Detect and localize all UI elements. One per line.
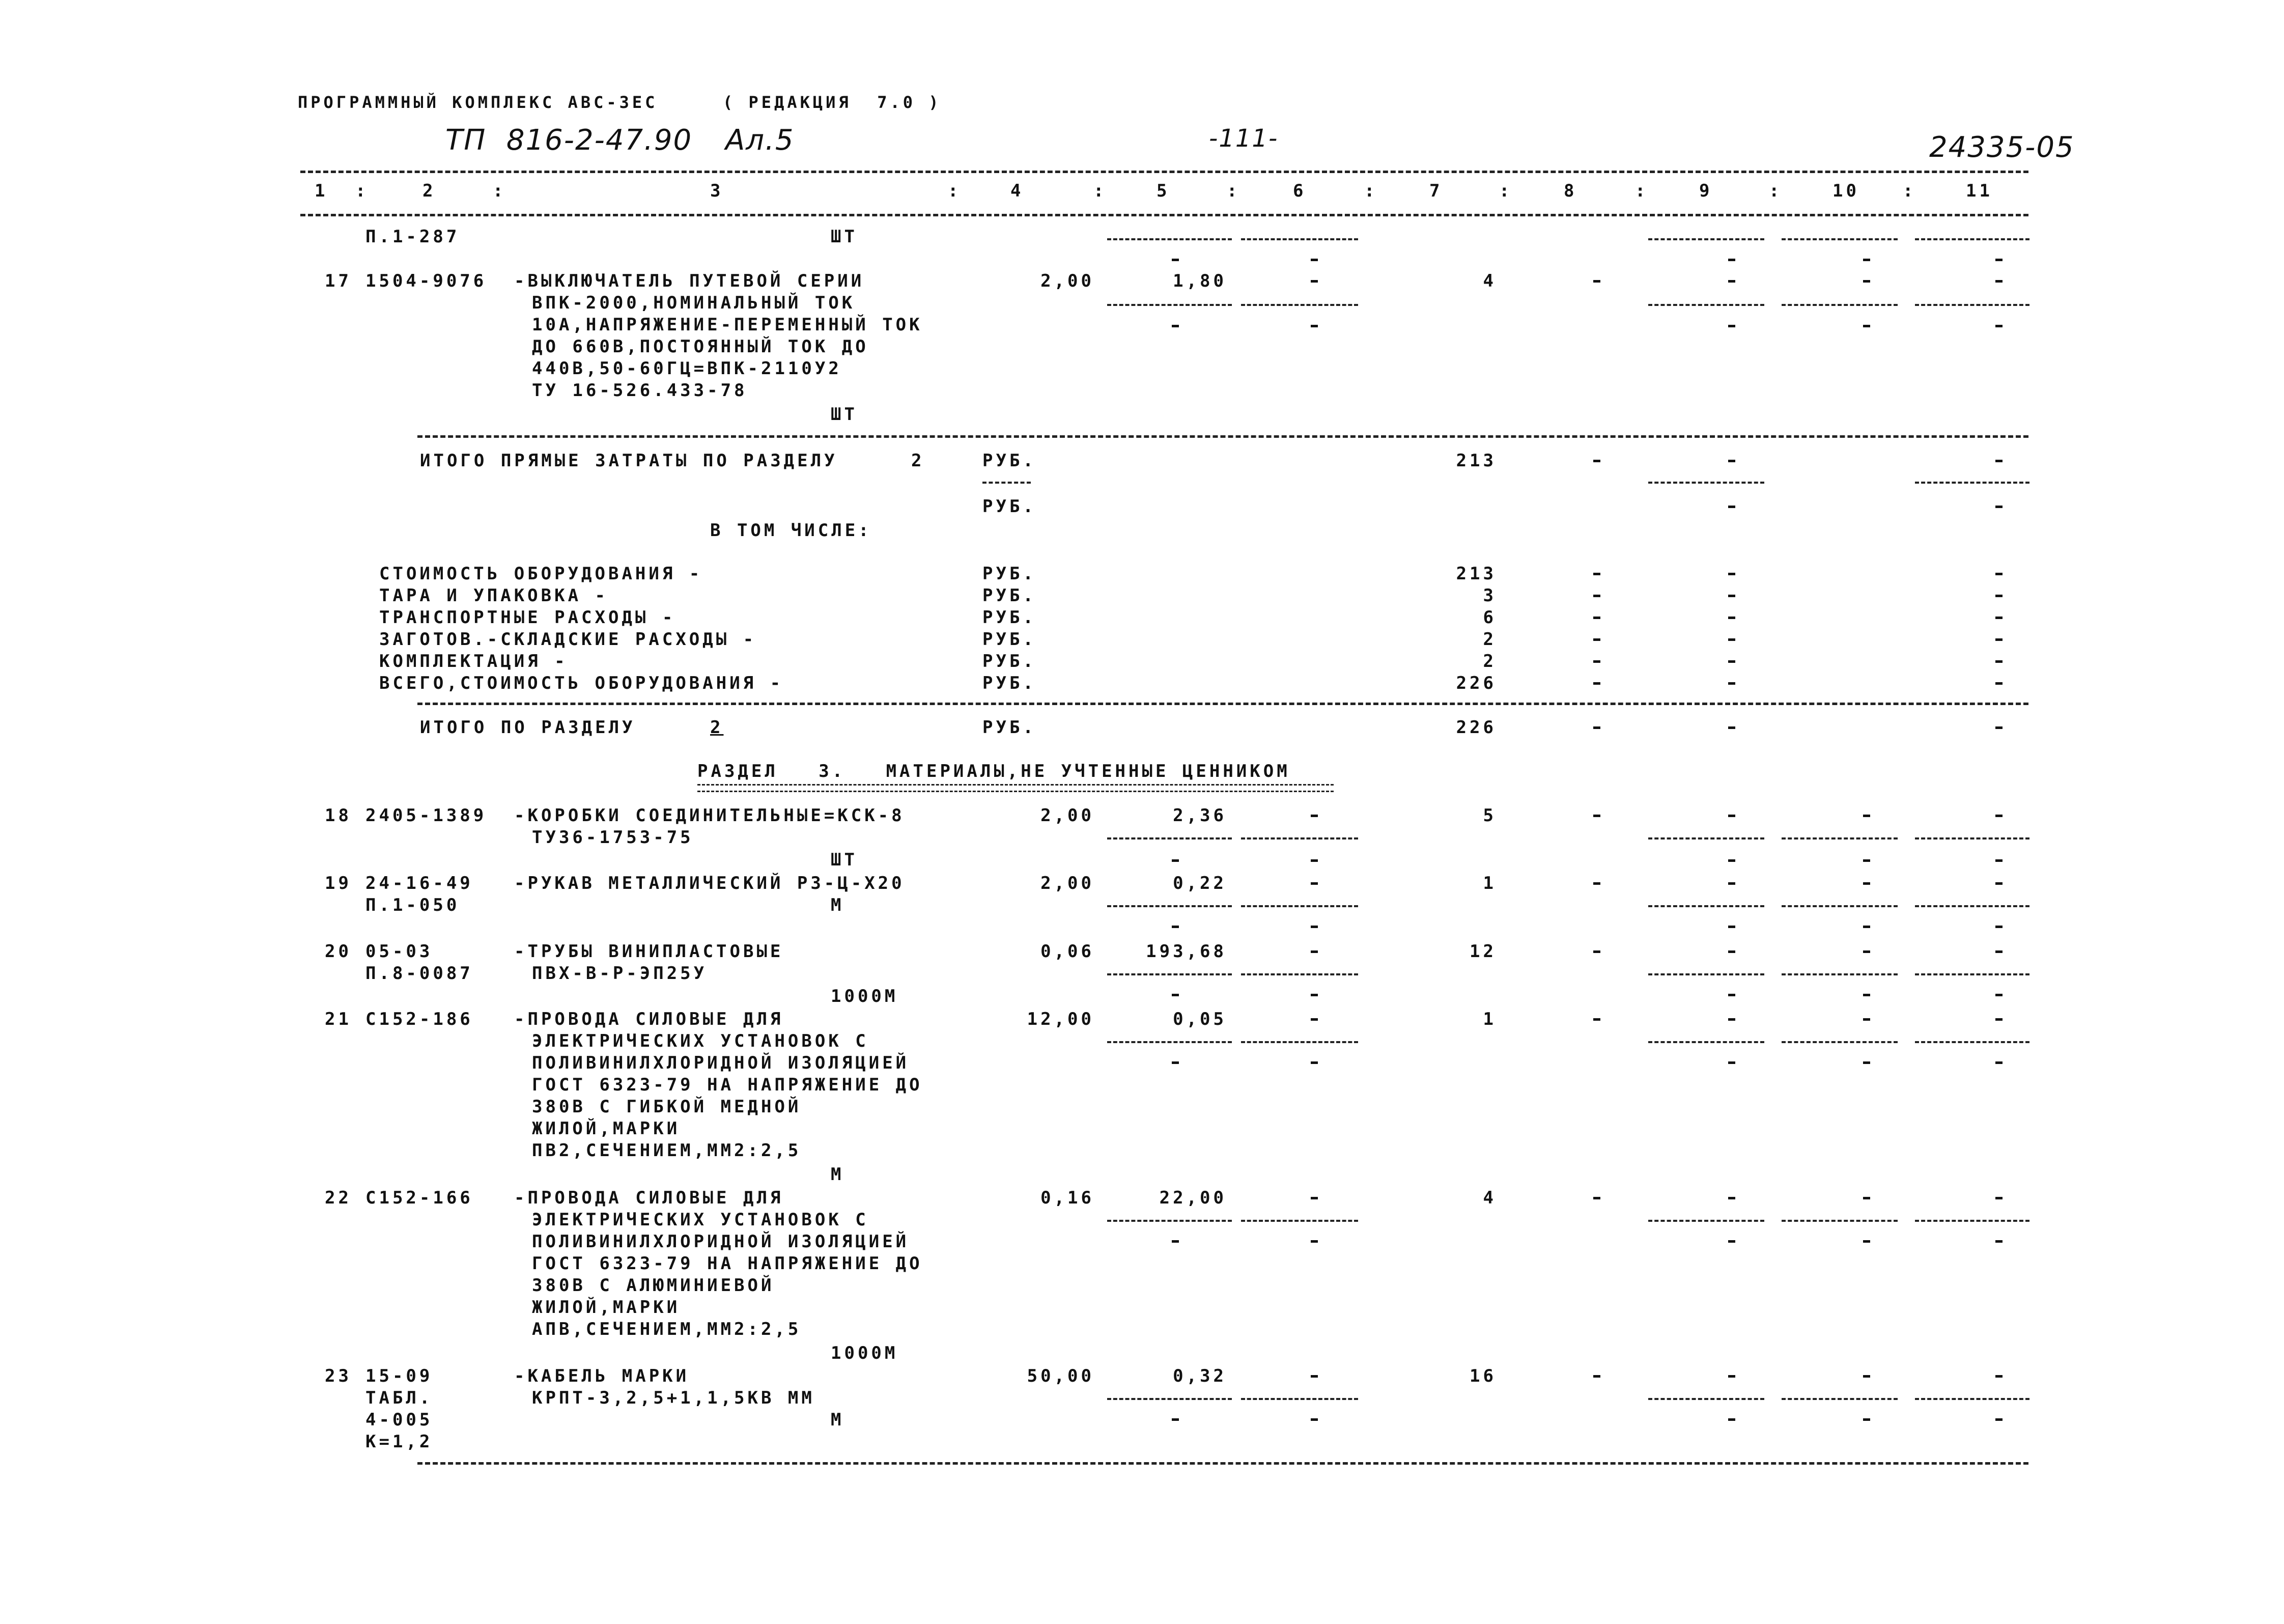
- column-number: 5: [1157, 181, 1170, 201]
- item-code: П.1-050: [365, 895, 460, 915]
- sheet-label: Ал.5: [725, 124, 795, 157]
- dash-mark: [1311, 882, 1318, 885]
- quantity-value: 50,00: [1027, 1366, 1094, 1386]
- table-bottom-rule: [417, 1462, 2028, 1465]
- quantity-value: 2,00: [1040, 271, 1094, 291]
- price-rule: [1648, 1398, 1764, 1400]
- total-value: 12: [1470, 941, 1497, 962]
- column-number: 10: [1832, 181, 1859, 201]
- price-rule: [1915, 1398, 2029, 1400]
- unit-price-value: 0,22: [1173, 873, 1227, 893]
- item-description: -РУКАВ МЕТАЛЛИЧЕСКИЙ РЗ-Ц-Х20: [514, 873, 905, 893]
- dash-mark: [1995, 950, 2003, 953]
- column-separator: :: [355, 181, 369, 201]
- column-number: 2: [422, 181, 436, 201]
- item-description: 10А,НАПРЯЖЕНИЕ-ПЕРЕМЕННЫЙ ТОК: [532, 315, 923, 335]
- dash-mark: [1311, 815, 1318, 817]
- price-rule: [1915, 837, 2029, 839]
- dash-mark: [1172, 1061, 1179, 1064]
- section-number: 2: [710, 717, 724, 738]
- dash-mark: [1172, 259, 1179, 261]
- price-rule: [1782, 1220, 1898, 1222]
- dash-mark: [1728, 726, 1735, 729]
- dash-mark: [1593, 682, 1600, 685]
- item-code: 4-005: [365, 1410, 433, 1430]
- row-number: 21: [325, 1009, 352, 1029]
- price-rule: [1915, 1220, 2029, 1222]
- total-value: 5: [1483, 805, 1497, 826]
- currency-label: РУБ.: [982, 564, 1036, 584]
- dash-mark: [1728, 660, 1735, 663]
- dash-mark: [1311, 1418, 1318, 1421]
- quantity-value: 12,00: [1027, 1009, 1094, 1029]
- column-number: 3: [710, 181, 724, 201]
- item-description: -ВЫКЛЮЧАТЕЛЬ ПУТЕВОЙ СЕРИИ: [514, 271, 865, 291]
- column-number: 11: [1966, 181, 1993, 201]
- price-rule: [1241, 304, 1358, 306]
- breakdown-label: ЗАГОТОВ.-СКЛАДСКИЕ РАСХОДЫ -: [379, 629, 757, 650]
- item-description: ЭЛЕКТРИЧЕСКИХ УСТАНОВОК С: [532, 1210, 869, 1230]
- price-rule: [1648, 482, 1764, 484]
- row-number: 18: [325, 805, 352, 826]
- dash-mark: [1728, 259, 1735, 261]
- dash-mark: [1863, 815, 1870, 817]
- column-number: 7: [1429, 181, 1443, 201]
- unit-price-value: 22,00: [1159, 1188, 1227, 1208]
- dash-mark: [1593, 882, 1600, 885]
- dash-mark: [1311, 280, 1318, 283]
- item-code: П.1-287: [365, 227, 460, 247]
- dash-mark: [1728, 595, 1735, 597]
- quantity-value: 0,16: [1040, 1188, 1094, 1208]
- item-description: ГОСТ 6323-79 НА НАПРЯЖЕНИЕ ДО: [532, 1253, 923, 1274]
- unit-label: М: [831, 1164, 844, 1185]
- dash-mark: [1863, 1061, 1870, 1064]
- dash-mark: [1172, 926, 1179, 928]
- dash-mark: [1995, 1375, 2003, 1378]
- item-description: ЭЛЕКТРИЧЕСКИХ УСТАНОВОК С: [532, 1031, 869, 1051]
- price-rule: [1107, 304, 1232, 306]
- dash-mark: [1593, 660, 1600, 663]
- price-rule: [1648, 973, 1764, 975]
- currency-label: РУБ.: [982, 717, 1036, 738]
- dash-mark: [1593, 638, 1600, 641]
- price-rule: [1782, 973, 1898, 975]
- price-rule: [1241, 1220, 1358, 1222]
- column-number: 9: [1699, 181, 1713, 201]
- price-rule: [1782, 1398, 1898, 1400]
- dash-mark: [1995, 595, 2003, 597]
- item-description: 380В С АЛЮМИНИЕВОЙ: [532, 1275, 775, 1296]
- dash-mark: [1995, 280, 2003, 283]
- breakdown-value: 3: [1483, 585, 1497, 606]
- section-title: РАЗДЕЛ 3. МАТЕРИАЛЫ,НЕ УЧТЕННЫЕ ЦЕННИКОМ: [697, 761, 1290, 781]
- dash-mark: [1728, 682, 1735, 685]
- price-rule: [1648, 905, 1764, 907]
- dash-mark: [1995, 859, 2003, 862]
- dash-mark: [1995, 573, 2003, 575]
- price-rule: [1648, 837, 1764, 839]
- price-rule: [1915, 304, 2029, 306]
- price-rule: [1915, 482, 2029, 484]
- dash-mark: [1863, 1375, 1870, 1378]
- dash-mark: [1995, 617, 2003, 619]
- quantity-value: 2,00: [1040, 805, 1094, 826]
- item-code: С152-186: [365, 1009, 473, 1029]
- dash-mark: [1728, 882, 1735, 885]
- row-number: 22: [325, 1188, 352, 1208]
- breakdown-value: 226: [1456, 673, 1497, 693]
- currency-label: РУБ.: [982, 451, 1036, 471]
- dash-mark: [1172, 859, 1179, 862]
- price-rule: [1648, 304, 1764, 306]
- item-code: 15-09: [365, 1366, 433, 1386]
- price-rule: [1241, 837, 1358, 839]
- dash-mark: [1728, 1375, 1735, 1378]
- price-rule: [1107, 238, 1232, 240]
- price-rule: [1241, 1398, 1358, 1400]
- dash-mark: [1728, 325, 1735, 327]
- item-description: -ТРУБЫ ВИНИПЛАСТОВЫЕ: [514, 941, 784, 962]
- item-code: 2405-1389: [365, 805, 487, 826]
- item-description: 440В,50-60ГЦ=ВПК-2110У2: [532, 358, 842, 379]
- dash-mark: [1995, 325, 2003, 327]
- dash-mark: [1863, 1018, 1870, 1021]
- price-rule: [1107, 905, 1232, 907]
- column-number: 6: [1293, 181, 1307, 201]
- dash-mark: [1863, 882, 1870, 885]
- dash-mark: [1728, 617, 1735, 619]
- item-description: 380В С ГИБКОЙ МЕДНОЙ: [532, 1097, 802, 1117]
- dash-mark: [1728, 460, 1735, 462]
- dash-mark: [1863, 1418, 1870, 1421]
- breakdown-label: СТОИМОСТЬ ОБОРУДОВАНИЯ -: [379, 564, 703, 584]
- dash-mark: [1995, 638, 2003, 641]
- dash-mark: [1311, 259, 1318, 261]
- page-number: -111-: [1209, 124, 1279, 153]
- quantity-value: 0,06: [1040, 941, 1094, 962]
- dash-mark: [1593, 1018, 1600, 1021]
- dash-mark: [1593, 1197, 1600, 1199]
- dash-mark: [1995, 259, 2003, 261]
- dash-mark: [1863, 1240, 1870, 1243]
- price-rule: [1107, 1398, 1232, 1400]
- dash-mark: [1728, 1418, 1735, 1421]
- dash-mark: [1995, 506, 2003, 508]
- column-number: 1: [315, 181, 328, 201]
- price-rule: [1648, 238, 1764, 240]
- row-number: 17: [325, 271, 352, 291]
- price-rule: [1241, 238, 1358, 240]
- dash-mark: [1172, 1418, 1179, 1421]
- dash-mark: [1728, 1061, 1735, 1064]
- item-description: ПОЛИВИНИЛХЛОРИДНОЙ ИЗОЛЯЦИЕЙ: [532, 1053, 910, 1073]
- item-description: ТУ36-1753-75: [532, 827, 694, 848]
- breakdown-value: 6: [1483, 607, 1497, 628]
- item-description: ПВ2,СЕЧЕНИЕМ,ММ2:2,5: [532, 1140, 802, 1161]
- item-description: КРПТ-3,2,5+1,1,5КВ ММ: [532, 1388, 815, 1408]
- document-code: 24335-05: [1929, 131, 2075, 164]
- price-rule: [1648, 1220, 1764, 1222]
- unit-price-value: 0,32: [1173, 1366, 1227, 1386]
- dash-mark: [1995, 682, 2003, 685]
- currency-label: РУБ.: [982, 629, 1036, 650]
- item-description: ПВХ-В-Р-ЭП25У: [532, 963, 708, 984]
- item-description: -ПРОВОДА СИЛОВЫЕ ДЛЯ: [514, 1188, 784, 1208]
- unit-label: 1000М: [831, 986, 898, 1006]
- total-value: 213: [1456, 451, 1497, 471]
- section-total-label: ИТОГО ПРЯМЫЕ ЗАТРАТЫ ПО РАЗДЕЛУ: [420, 451, 838, 471]
- dash-mark: [1593, 280, 1600, 283]
- currency-label: РУБ.: [982, 607, 1036, 628]
- dash-mark: [1728, 573, 1735, 575]
- price-rule: [1782, 837, 1898, 839]
- section-title-underline: [697, 784, 1334, 792]
- price-rule: [1107, 1041, 1232, 1043]
- total-value: 4: [1483, 271, 1497, 291]
- price-rule: [1782, 1041, 1898, 1043]
- dash-mark: [1311, 859, 1318, 862]
- total-value: 4: [1483, 1188, 1497, 1208]
- column-separator: :: [1499, 181, 1513, 201]
- dash-mark: [1863, 950, 1870, 953]
- unit-label: ШТ: [831, 404, 858, 425]
- total-value: 1: [1483, 1009, 1497, 1029]
- dash-mark: [1728, 1197, 1735, 1199]
- dash-mark: [1863, 259, 1870, 261]
- price-rule: [1915, 905, 2029, 907]
- dash-mark: [1995, 882, 2003, 885]
- dash-mark: [1995, 815, 2003, 817]
- item-code: 24-16-49: [365, 873, 473, 893]
- item-description: ТУ 16-526.433-78: [532, 380, 748, 401]
- breakdown-label: КОМПЛЕКТАЦИЯ -: [379, 651, 568, 671]
- column-separator: :: [1635, 181, 1649, 201]
- item-description: -ПРОВОДА СИЛОВЫЕ ДЛЯ: [514, 1009, 784, 1029]
- dash-mark: [1995, 726, 2003, 729]
- dash-mark: [1728, 1018, 1735, 1021]
- dash-mark: [1593, 950, 1600, 953]
- column-number: 8: [1564, 181, 1577, 201]
- column-separator: :: [1227, 181, 1240, 201]
- row-number: 23: [325, 1366, 352, 1386]
- unit-price-value: 193,68: [1146, 941, 1227, 962]
- dash-mark: [1311, 926, 1318, 928]
- price-rule: [1107, 973, 1232, 975]
- section-total-label: ИТОГО ПО РАЗДЕЛУ: [420, 717, 636, 738]
- including-label: В ТОМ ЧИСЛЕ:: [710, 520, 872, 541]
- section-rule: [417, 435, 2028, 438]
- dash-mark: [1728, 506, 1735, 508]
- unit-label: ШТ: [831, 850, 858, 870]
- dash-mark: [1728, 638, 1735, 641]
- currency-label: РУБ.: [982, 496, 1036, 517]
- price-rule: [1241, 905, 1358, 907]
- item-code: С152-166: [365, 1188, 473, 1208]
- project-number: ТП 816-2-47.90: [445, 124, 693, 157]
- item-code: П.8-0087: [365, 963, 473, 984]
- item-code: ТАБЛ.: [365, 1388, 433, 1408]
- total-value: 226: [1456, 717, 1497, 738]
- dash-mark: [1172, 325, 1179, 327]
- item-description: ГОСТ 6323-79 НА НАПРЯЖЕНИЕ ДО: [532, 1075, 923, 1095]
- dash-mark: [1995, 926, 2003, 928]
- dash-mark: [1311, 1061, 1318, 1064]
- dash-mark: [1728, 815, 1735, 817]
- unit-label: ШТ: [831, 227, 858, 247]
- dash-mark: [1311, 325, 1318, 327]
- dash-mark: [1728, 926, 1735, 928]
- column-number: 4: [1010, 181, 1024, 201]
- price-rule: [1782, 905, 1898, 907]
- dash-mark: [1172, 1240, 1179, 1243]
- item-description: ПОЛИВИНИЛХЛОРИДНОЙ ИЗОЛЯЦИЕЙ: [532, 1231, 910, 1252]
- breakdown-value: 2: [1483, 629, 1497, 650]
- dash-mark: [1995, 460, 2003, 462]
- price-rule: [1241, 1041, 1358, 1043]
- unit-price-value: 2,36: [1173, 805, 1227, 826]
- dash-mark: [1995, 994, 2003, 996]
- dash-mark: [1728, 994, 1735, 996]
- item-code: 1504-9076: [365, 271, 487, 291]
- dash-mark: [1995, 1418, 2003, 1421]
- price-rule: [1782, 238, 1898, 240]
- price-rule: [1915, 1041, 2029, 1043]
- total-value: 1: [1483, 873, 1497, 893]
- item-code: К=1,2: [365, 1432, 433, 1452]
- dash-mark: [1728, 950, 1735, 953]
- quantity-value: 2,00: [1040, 873, 1094, 893]
- total-value: 16: [1470, 1366, 1497, 1386]
- dash-mark: [1311, 994, 1318, 996]
- breakdown-label: ТРАНСПОРТНЫЕ РАСХОДЫ -: [379, 607, 676, 628]
- dash-mark: [1593, 573, 1600, 575]
- dash-mark: [1593, 595, 1600, 597]
- column-separator: :: [1364, 181, 1378, 201]
- dash-mark: [1863, 994, 1870, 996]
- column-separator: :: [1769, 181, 1783, 201]
- dash-mark: [1172, 994, 1179, 996]
- price-rule: [1915, 973, 2029, 975]
- table-top-rule: [300, 171, 2028, 173]
- dash-mark: [1311, 1375, 1318, 1378]
- item-description: -КАБЕЛЬ МАРКИ: [514, 1366, 690, 1386]
- column-separator: :: [1903, 181, 1916, 201]
- item-description: -КОРОБКИ СОЕДИНИТЕЛЬНЫЕ=КСК-8: [514, 805, 905, 826]
- item-description: ДО 660В,ПОСТОЯННЫЙ ТОК ДО: [532, 337, 869, 357]
- price-rule: [1915, 238, 2029, 240]
- section-number: 2: [911, 451, 925, 471]
- currency-label: РУБ.: [982, 585, 1036, 606]
- short-rule: [982, 482, 1031, 484]
- dash-mark: [1863, 926, 1870, 928]
- dash-mark: [1311, 1018, 1318, 1021]
- unit-price-value: 0,05: [1173, 1009, 1227, 1029]
- dash-mark: [1593, 460, 1600, 462]
- unit-label: М: [831, 1410, 844, 1430]
- price-rule: [1107, 837, 1232, 839]
- dash-mark: [1995, 1061, 2003, 1064]
- header-bottom-rule: [300, 214, 2028, 216]
- dash-mark: [1593, 726, 1600, 729]
- dash-mark: [1311, 1240, 1318, 1243]
- breakdown-label: ВСЕГО,СТОИМОСТЬ ОБОРУДОВАНИЯ -: [379, 673, 784, 693]
- dash-mark: [1863, 859, 1870, 862]
- unit-price-value: 1,80: [1173, 271, 1227, 291]
- dash-mark: [1728, 280, 1735, 283]
- dash-mark: [1593, 1375, 1600, 1378]
- row-number: 19: [325, 873, 352, 893]
- currency-label: РУБ.: [982, 673, 1036, 693]
- dash-mark: [1863, 325, 1870, 327]
- unit-label: 1000М: [831, 1343, 898, 1363]
- dash-mark: [1995, 1240, 2003, 1243]
- breakdown-label: ТАРА И УПАКОВКА -: [379, 585, 608, 606]
- dash-mark: [1593, 617, 1600, 619]
- unit-label: М: [831, 895, 844, 915]
- software-title: ПРОГРАММНЫЙ КОМПЛЕКС АВС-3ЕС: [298, 93, 658, 112]
- currency-label: РУБ.: [982, 651, 1036, 671]
- breakdown-value: 2: [1483, 651, 1497, 671]
- edition-label: ( РЕДАКЦИЯ 7.0 ): [723, 93, 942, 112]
- item-description: ЖИЛОЙ,МАРКИ: [532, 1118, 681, 1139]
- column-separator: :: [1093, 181, 1107, 201]
- dash-mark: [1863, 1197, 1870, 1199]
- column-separator: :: [948, 181, 962, 201]
- item-description: АПВ,СЕЧЕНИЕМ,ММ2:2,5: [532, 1319, 802, 1339]
- section-rule: [417, 703, 2028, 705]
- dash-mark: [1728, 859, 1735, 862]
- price-rule: [1782, 304, 1898, 306]
- dash-mark: [1995, 1018, 2003, 1021]
- dash-mark: [1863, 280, 1870, 283]
- price-rule: [1107, 1220, 1232, 1222]
- dash-mark: [1311, 1197, 1318, 1199]
- dash-mark: [1995, 660, 2003, 663]
- price-rule: [1241, 973, 1358, 975]
- breakdown-value: 213: [1456, 564, 1497, 584]
- dash-mark: [1995, 1197, 2003, 1199]
- item-description: ВПК-2000,НОМИНАЛЬНЫЙ ТОК: [532, 293, 856, 313]
- dash-mark: [1593, 815, 1600, 817]
- dash-mark: [1311, 950, 1318, 953]
- item-code: 05-03: [365, 941, 433, 962]
- column-separator: :: [493, 181, 506, 201]
- price-rule: [1648, 1041, 1764, 1043]
- item-description: ЖИЛОЙ,МАРКИ: [532, 1297, 681, 1318]
- row-number: 20: [325, 941, 352, 962]
- dash-mark: [1728, 1240, 1735, 1243]
